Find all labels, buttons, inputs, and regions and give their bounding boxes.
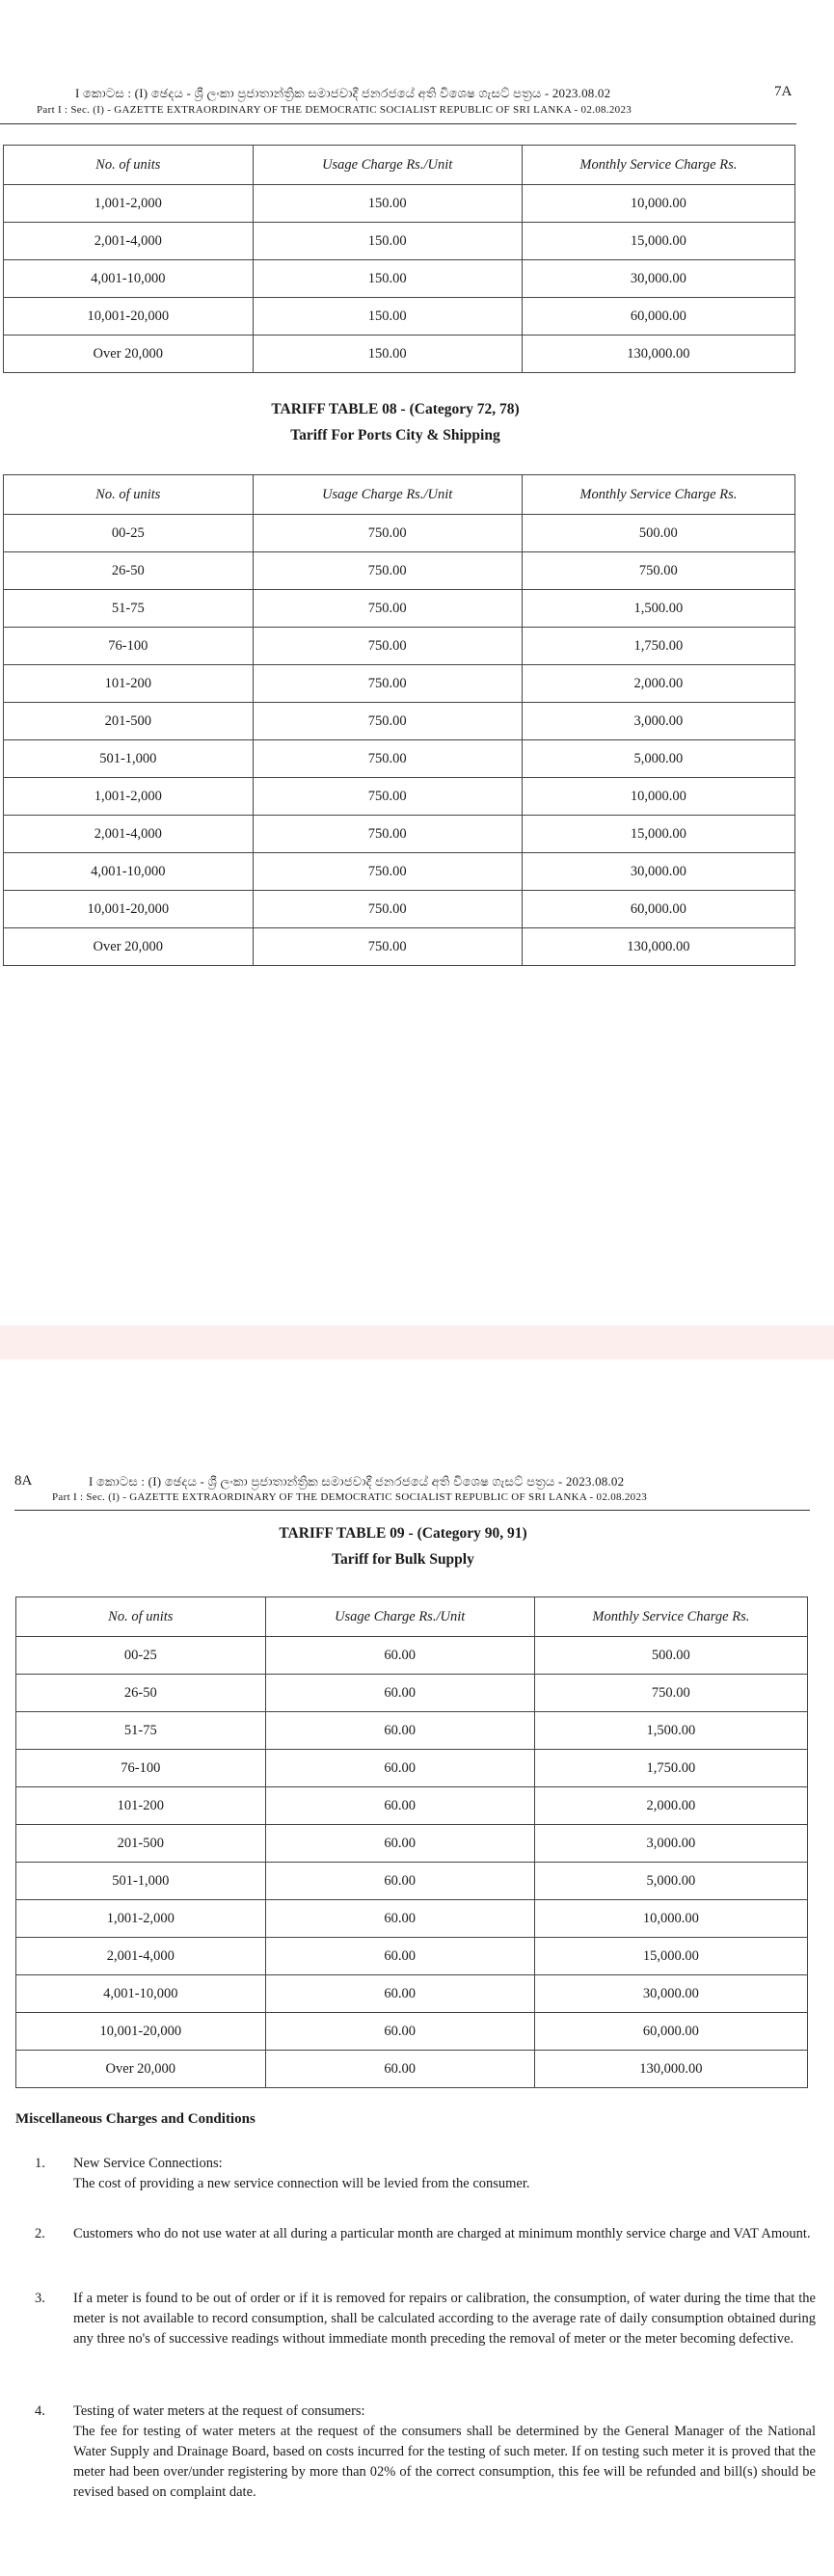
table-row <box>16 1863 808 1900</box>
table-cell: 2,001-4,000 <box>4 223 254 260</box>
table-cell: 30,000.00 <box>534 1975 807 2013</box>
table-cell: 51-75 <box>4 590 254 628</box>
table-header-row <box>4 146 795 185</box>
table-cell: 750.00 <box>253 703 522 740</box>
table-cell: 5,000.00 <box>522 740 794 778</box>
table-cell: 150.00 <box>253 223 522 260</box>
page-separator <box>0 1326 834 1359</box>
table-row <box>4 185 795 223</box>
table-cell: 130,000.00 <box>522 335 794 373</box>
column-header: Monthly Service Charge Rs. <box>522 475 794 515</box>
table-cell: 500.00 <box>534 1637 807 1675</box>
table-row <box>16 1637 808 1675</box>
table-cell: 4,001-10,000 <box>4 260 254 298</box>
table-cell: 750.00 <box>253 816 522 853</box>
table-cell: 501-1,000 <box>16 1863 266 1900</box>
table-cell: 750.00 <box>534 1675 807 1712</box>
misc-item-1 <box>15 2154 816 2194</box>
table-cell: 76-100 <box>4 628 254 665</box>
table-cell: 26-50 <box>16 1675 266 1712</box>
table-cell: 750.00 <box>253 928 522 966</box>
table-cell: 750.00 <box>253 665 522 703</box>
table-cell: 201-500 <box>16 1825 266 1863</box>
misc-item-number: 1. <box>35 2156 45 2171</box>
misc-item-number: 2. <box>35 2226 45 2241</box>
misc-item-3 <box>15 2289 816 2349</box>
page-number: 8A <box>14 1473 33 1489</box>
table-row <box>16 1787 808 1825</box>
table-cell: 750.00 <box>522 552 794 590</box>
table-row <box>4 928 795 966</box>
misc-item-number: 3. <box>35 2291 45 2306</box>
header-sinhala: I කොටස : (I) ඡෙදය - ශ්‍රී ලංකා ප්‍රජාතාන්ත්‍රික සමාජවාදී ජනරජයේ අති විශෙෂ ගැසට් පත්‍රය - 2023.08.02 <box>89 1474 625 1489</box>
table-cell: 1,001-2,000 <box>16 1900 266 1938</box>
table-cell: 00-25 <box>4 515 254 552</box>
table-row <box>4 590 795 628</box>
table-cell: 60.00 <box>265 1750 534 1787</box>
table-row <box>4 552 795 590</box>
table-cell: 501-1,000 <box>4 740 254 778</box>
table-cell: 1,001-2,000 <box>4 185 254 223</box>
header-rule <box>14 1510 810 1511</box>
table-cell: 51-75 <box>16 1712 266 1750</box>
table-cell: 00-25 <box>16 1637 266 1675</box>
table-cell: 60.00 <box>265 1938 534 1975</box>
table-row <box>16 1675 808 1712</box>
table-row <box>16 2051 808 2088</box>
table-row <box>4 298 795 335</box>
table-row <box>16 1750 808 1787</box>
table-cell: 4,001-10,000 <box>16 1975 266 2013</box>
table-cell: 60.00 <box>265 1863 534 1900</box>
table-cell: 150.00 <box>253 260 522 298</box>
table-cell: 5,000.00 <box>534 1863 807 1900</box>
gazette-page-8a <box>0 1359 834 2576</box>
table-row <box>4 335 795 373</box>
table-cell: 150.00 <box>253 185 522 223</box>
column-header: No. of units <box>4 146 254 185</box>
table-cell: 2,001-4,000 <box>4 816 254 853</box>
table-row <box>16 1712 808 1750</box>
header-english: Part I : Sec. (I) - GAZETTE EXTRAORDINARY OF THE DEMOCRATIC SOCIALIST REPUBLIC OF SRI LANKA - 02.08.2023 <box>52 1491 648 1503</box>
misc-item-2 <box>15 2224 816 2244</box>
table-cell: 750.00 <box>253 853 522 891</box>
table-cell: 60.00 <box>265 1712 534 1750</box>
table-cell: 60.00 <box>265 1787 534 1825</box>
table-cell: 750.00 <box>253 891 522 928</box>
table-cell: 1,500.00 <box>522 590 794 628</box>
page-number: 7A <box>774 84 793 99</box>
column-header: Monthly Service Charge Rs. <box>534 1597 807 1637</box>
table-row <box>4 515 795 552</box>
table-cell: 10,001-20,000 <box>16 2013 266 2051</box>
table-cell: 750.00 <box>253 590 522 628</box>
table-cell: 10,000.00 <box>522 185 794 223</box>
table-row <box>4 628 795 665</box>
table-cell: 10,001-20,000 <box>4 891 254 928</box>
table-cell: Over 20,000 <box>4 928 254 966</box>
table-row <box>16 2013 808 2051</box>
table-row <box>4 665 795 703</box>
column-header: Usage Charge Rs./Unit <box>253 146 522 185</box>
table-cell: 750.00 <box>253 740 522 778</box>
table-cell: 76-100 <box>16 1750 266 1787</box>
column-header: Usage Charge Rs./Unit <box>253 475 522 515</box>
table-09-subtitle: Tariff for Bulk Supply <box>332 1551 474 1568</box>
table-row <box>4 740 795 778</box>
table-cell: 500.00 <box>522 515 794 552</box>
table-cell: 3,000.00 <box>534 1825 807 1863</box>
table-cell: 130,000.00 <box>522 928 794 966</box>
misc-item-number: 4. <box>35 2403 45 2419</box>
table-09-title: TARIFF TABLE 09 - (Category 90, 91) <box>279 1525 527 1542</box>
table-cell: 60.00 <box>265 2013 534 2051</box>
tariff-table-09 <box>15 1597 808 2088</box>
table-cell: 60.00 <box>265 1900 534 1938</box>
table-cell: 130,000.00 <box>534 2051 807 2088</box>
misc-item-text: Testing of water meters at the request of consumers: The fee for testing of water meters at the request of the consumers shall be determined by the General Manager of the National Water Supply and Drainage Board, based on costs incurred for the testing of such meter. If on testing such meter it is proved that the meter had been over/under registering by more than 02% of the correct consumption, this fee will be refunded and bill(s) should be revised based on complaint date. <box>73 2403 816 2500</box>
table-cell: 10,000.00 <box>522 778 794 816</box>
table-cell: 3,000.00 <box>522 703 794 740</box>
table-cell: 15,000.00 <box>522 223 794 260</box>
tariff-table-continued <box>3 145 795 373</box>
table-cell: 30,000.00 <box>522 853 794 891</box>
column-header: Usage Charge Rs./Unit <box>265 1597 534 1637</box>
table-cell: 2,000.00 <box>534 1787 807 1825</box>
table-row <box>16 1938 808 1975</box>
table-cell: 2,001-4,000 <box>16 1938 266 1975</box>
table-cell: 30,000.00 <box>522 260 794 298</box>
table-cell: 60.00 <box>265 1825 534 1863</box>
table-cell: 60,000.00 <box>522 891 794 928</box>
header-rule <box>0 123 796 124</box>
table-row <box>4 778 795 816</box>
table-cell: 60.00 <box>265 1975 534 2013</box>
misc-item-text: If a meter is found to be out of order or if it is removed for repairs or calibration, the consumption, of water during the time that the meter is not available to record consumption, shall be calculated according to the average rate of daily consumption obtained during any three no's of successive readings without immediate month preceding the removal of meter or the meter becoming defective. <box>73 2291 816 2347</box>
table-header-row <box>16 1597 808 1637</box>
misc-item-text: New Service Connections: The cost of providing a new service connection will be levied from the consumer. <box>73 2156 530 2191</box>
table-08-subtitle: Tariff For Ports City & Shipping <box>290 427 500 443</box>
table-cell: 201-500 <box>4 703 254 740</box>
column-header: No. of units <box>4 475 254 515</box>
table-row <box>16 1975 808 2013</box>
table-header-row <box>4 475 795 515</box>
table-cell: 10,000.00 <box>534 1900 807 1938</box>
header-english: Part I : Sec. (I) - GAZETTE EXTRAORDINARY OF THE DEMOCRATIC SOCIALIST REPUBLIC OF SRI LANKA - 02.08.2023 <box>37 104 632 116</box>
table-cell: 60,000.00 <box>534 2013 807 2051</box>
table-row <box>4 223 795 260</box>
misc-item-4 <box>15 2402 816 2503</box>
table-row <box>4 891 795 928</box>
column-header: No. of units <box>16 1597 266 1637</box>
table-cell: 1,750.00 <box>534 1750 807 1787</box>
table-cell: 26-50 <box>4 552 254 590</box>
table-cell: Over 20,000 <box>16 2051 266 2088</box>
misc-charges-title: Miscellaneous Charges and Conditions <box>15 2111 256 2127</box>
table-cell: 150.00 <box>253 298 522 335</box>
table-row <box>16 1900 808 1938</box>
table-cell: 750.00 <box>253 778 522 816</box>
table-cell: 1,001-2,000 <box>4 778 254 816</box>
table-cell: 2,000.00 <box>522 665 794 703</box>
table-cell: 1,500.00 <box>534 1712 807 1750</box>
column-header: Monthly Service Charge Rs. <box>522 146 794 185</box>
table-cell: 10,001-20,000 <box>4 298 254 335</box>
table-cell: 60.00 <box>265 1675 534 1712</box>
table-cell: 750.00 <box>253 628 522 665</box>
table-row <box>4 260 795 298</box>
table-cell: 60,000.00 <box>522 298 794 335</box>
table-cell: 750.00 <box>253 552 522 590</box>
table-cell: 15,000.00 <box>534 1938 807 1975</box>
table-cell: 101-200 <box>4 665 254 703</box>
table-08-title: TARIFF TABLE 08 - (Category 72, 78) <box>271 401 520 417</box>
tariff-table-08 <box>3 474 795 966</box>
table-cell: Over 20,000 <box>4 335 254 373</box>
table-row <box>4 816 795 853</box>
table-cell: 750.00 <box>253 515 522 552</box>
table-cell: 60.00 <box>265 2051 534 2088</box>
table-row <box>4 703 795 740</box>
table-cell: 150.00 <box>253 335 522 373</box>
table-cell: 15,000.00 <box>522 816 794 853</box>
misc-item-text: Customers who do not use water at all during a particular month are charged at minimum monthly service charge and VAT Amount. <box>73 2226 811 2241</box>
table-cell: 4,001-10,000 <box>4 853 254 891</box>
header-sinhala: I කොටස : (I) ඡෙදය - ශ්‍රී ලංකා ප්‍රජාතාන්ත්‍රික සමාජවාදී ජනරජයේ අති විශෙෂ ගැසට් පත්‍රය - 2023.08.02 <box>75 86 611 100</box>
table-cell: 60.00 <box>265 1637 534 1675</box>
table-row <box>16 1825 808 1863</box>
table-cell: 1,750.00 <box>522 628 794 665</box>
table-row <box>4 853 795 891</box>
table-cell: 101-200 <box>16 1787 266 1825</box>
